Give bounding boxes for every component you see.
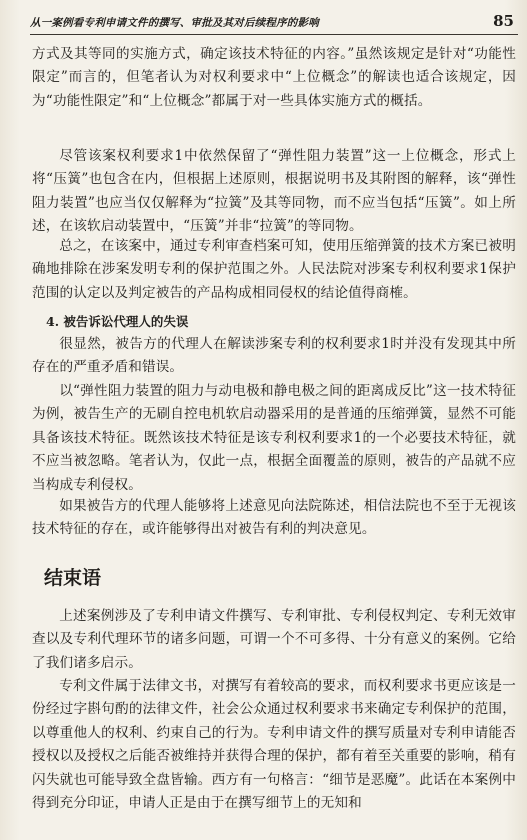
- paragraph-continuation: 方式及其等同的实施方式，确定该技术特征的内容。”虽然该规定是针对“功能性限定”而言的，但笔者认为对权利要求中“上位概念”的解读也适合该规定，因为“功能性限定”和“上位概念”都属于对一些具体实施方式的概括。: [32, 46, 516, 109]
- paragraph: 很显然，被告方的代理人在解读涉案专利的权利要求1时并没有发现其中所存在的严重矛盾和错误。: [32, 336, 516, 376]
- paragraph: 上述案例涉及了专利申请文件撰写、专利审批、专利侵权判定、专利无效审查以及专利代理环节的诸多问题，可谓一个不可多得、十分有意义的案例。它给了我们诸多启示。: [32, 608, 516, 671]
- paragraph: 如果被告方的代理人能够将上述意见向法院陈述，相信法院也不至于无视该技术特征的存在，或许能够得出对被告有利的判决意见。: [32, 498, 516, 538]
- running-header: [30, 10, 518, 35]
- paragraph: 专利文件属于法律文书，对撰写有着较高的要求，而权利要求书更应该是一份经过字斟句酌的法律文件，社会公众通过权利要求书来确定专利保护的范围，以尊重他人的权利、约束自己的行为。专利申请文件的撰写质量对专利申请能否授权以及授权之后能否被维持并获得合理的保护，都有着至关重要的影响，稍有闪失就也可能导致全盘皆输。西方有一句格言：“细节是恶魔”。此话在本案例中得到充分印证，申请人正是由于在撰写细节上的无知和: [32, 678, 516, 812]
- paragraph: 总之，在该案中，通过专利审查档案可知，使用压缩弹簧的技术方案已被明确地排除在涉案发明专利的保护范围之外。人民法院对涉案专利权利要求1保护范围的认定以及判定被告的产品构成相同侵权的结论值得商榷。: [32, 238, 516, 301]
- paragraph: 以“弹性阻力装置的阻力与动电极和静电极之间的距离成反比”这一技术特征为例，被告生产的无刷自控电机软启动器采用的是普通的压缩弹簧，显然不可能具备该技术特征。既然该技术特征是该专利权利要求1的一个必要技术特征，就不应当被忽略。笔者认为，仅此一点，根据全面覆盖的原则，被告的产品就不应当构成专利侵权。: [32, 383, 516, 493]
- page-number: 85: [493, 12, 514, 30]
- paragraph: 尽管该案权利要求1中依然保留了“弹性阻力装置”这一上位概念，形式上将“压簧”也包含在内，但根据上述原则，根据说明书及其附图的解释，该“弹性阻力装置”也应当仅仅解释为“拉簧”及其等同物，而不应当包括“压簧”。如上所述，在该软启动装置中，“压簧”并非“拉簧”的等同物。: [32, 148, 516, 235]
- subsection-heading: 4. 被告诉讼代理人的失误: [46, 314, 189, 329]
- section-heading: 结束语: [44, 567, 102, 589]
- chapter-title: 从一案例看专利申请文件的撰写、审批及其对后续程序的影响: [30, 17, 319, 29]
